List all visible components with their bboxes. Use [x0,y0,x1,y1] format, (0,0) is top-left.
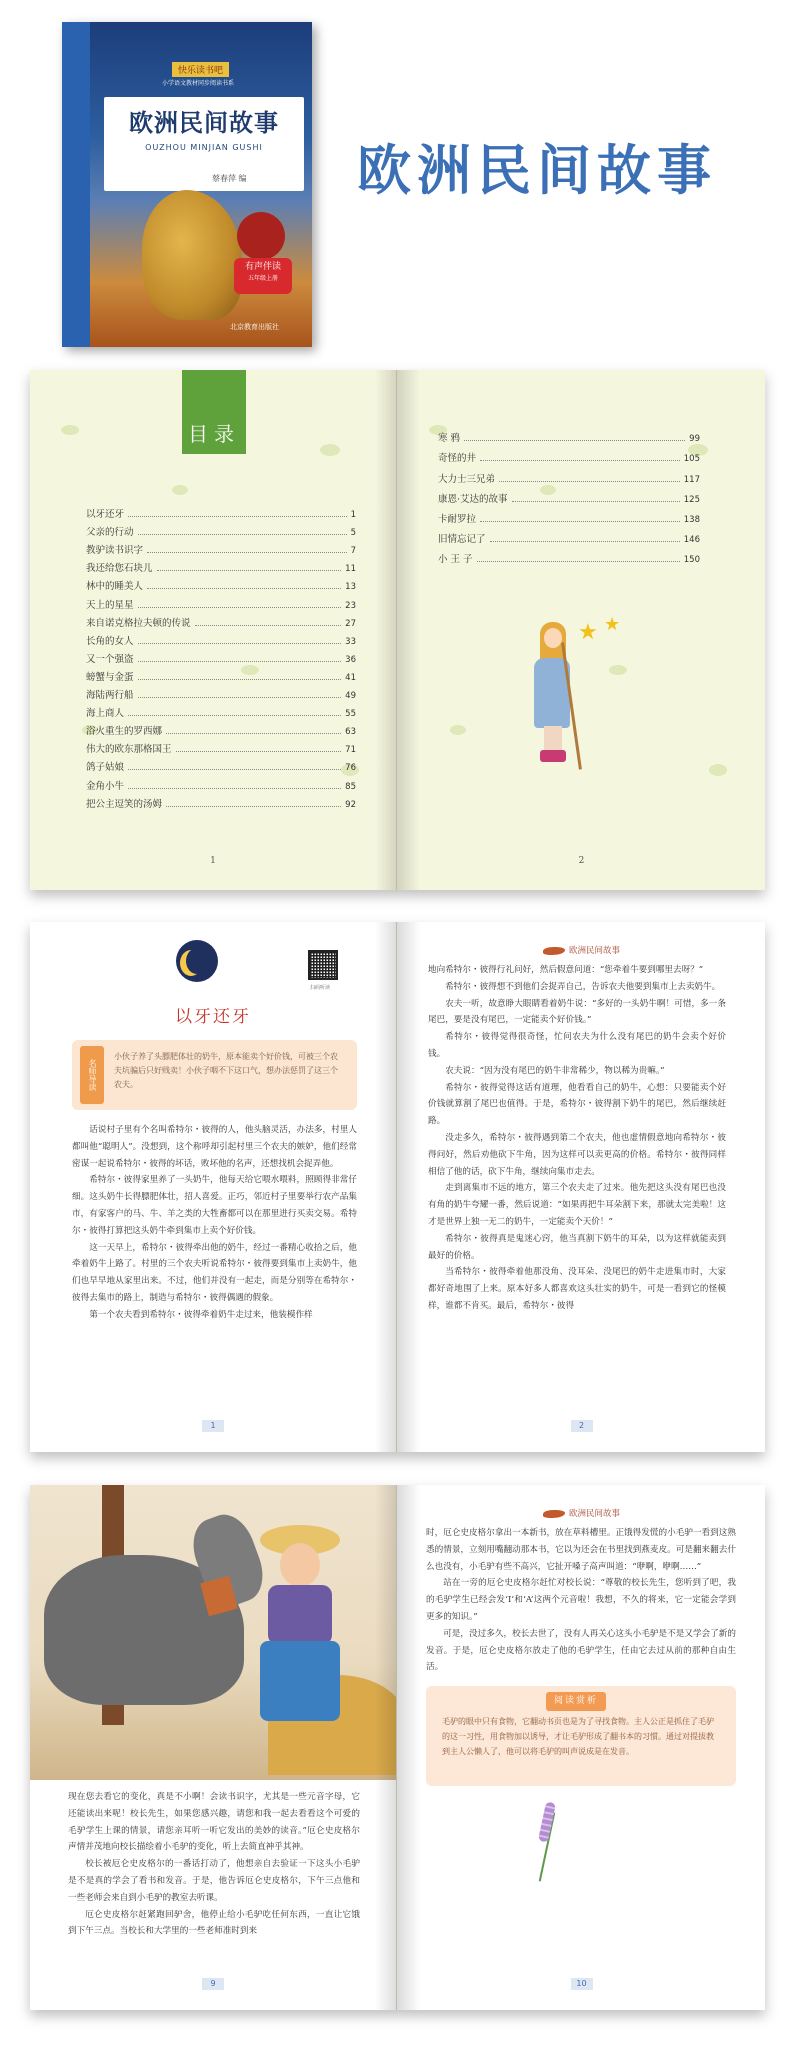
toc-entry-title: 伟大的欧东那格国王 [86,744,172,756]
paragraph: 时，厄仑史皮格尔拿出一本新书，放在草料槽里。正饿得发慌的小毛驴一看到这熟悉的情景，立刻用嘴翻动那本书，它以为还会在书里找到燕麦皮。可是翻来翻去什么也没有，小毛驴有些不高兴，它扯开嗓子高声叫道：“咿啊，咿啊……” [426,1528,736,1572]
toc-entry[interactable] [86,665,356,683]
toc-right-page [398,370,765,890]
toc-entry-title: 金角小牛 [86,780,125,792]
star-icon: ★ [604,614,621,635]
toc-leader-dots [166,733,341,734]
swallow-icon [543,947,565,955]
cover-series-badge: 快乐读书吧 [172,62,229,77]
toc-entry-title: 小 王 子 [438,554,473,566]
toc-leader-dots [195,625,342,626]
audio-sublabel: 五年级上册 [247,275,278,282]
donkey-body-left [68,1789,360,1940]
qr-code[interactable] [308,950,338,980]
toc-leader-dots [128,769,341,770]
toc-entry-page: 13 [345,582,356,593]
toc-entry[interactable] [86,502,356,520]
toc-entry-page: 71 [345,745,356,756]
toc-entry[interactable] [86,520,356,538]
running-header-text: 欧洲民间故事 [568,1509,620,1519]
moon-icon [176,940,218,982]
reading-analysis-tag: 阅读赏析 [546,1692,606,1711]
paragraph: 厄仑史皮格尔赶紧跑回驴舍，他停止给小毛驴吃任何东西，一直让它饿到下午三点。当校长和大学里的一些老师准时到来 [68,1909,360,1937]
toc-entry-page: 7 [350,546,356,557]
toc-entry[interactable] [86,683,356,701]
toc-entry-page: 36 [345,654,356,665]
toc-leader-dots [477,561,680,562]
audio-label: 有声伴读 [244,262,281,272]
toc-entry-page: 63 [345,727,356,738]
cover-spine [62,22,90,347]
toc-leader-dots [499,481,680,482]
toc-entry-title: 父亲的行动 [86,527,134,539]
donkey-spread [30,1485,765,2010]
toc-entry-title: 天上的星星 [86,599,134,611]
toc-entry-page: 99 [689,434,700,445]
toc-entry-page: 117 [683,474,700,485]
toc-entry[interactable] [86,611,356,629]
donkey-body-right [426,1525,736,1676]
qr-label: 扫码听读 [310,985,331,991]
toc-entry[interactable] [86,737,356,755]
running-header [398,1507,765,1519]
toc-entry-title: 奇怪的井 [438,453,477,465]
toc-entry-page: 5 [350,528,356,539]
toc-entry-page: 33 [345,636,356,647]
page-number: 1 [202,1420,224,1432]
cover-pinyin: OUZHOU MINJIAN GUSHI [145,143,263,152]
hero-title: 欧洲民间故事 [357,139,717,202]
toc-entry-page: 105 [683,454,700,465]
toc-entry[interactable] [86,755,356,773]
toc-entry[interactable] [86,592,356,610]
toc-entry-title: 我还给您石块儿 [86,563,153,575]
toc-right-list [438,424,700,565]
running-header-text: 欧洲民间故事 [568,946,620,956]
paragraph: 第一个农夫看到希特尔・彼得牵着奶牛走过来，他装模作样 [89,1309,313,1320]
lavender-illustration [528,1802,568,1882]
toc-entry[interactable] [438,525,700,545]
toc-entry-page: 55 [345,709,356,720]
page-number: 10 [571,1978,593,1990]
paragraph: 可是，没过多久，校长去世了，没有人再关心这头小毛驴是不是又学会了新的发音。于是，厄仑史皮格尔放走了他的毛驴学生，任由它去过从前的那种自由生活。 [426,1628,736,1673]
hero-section [0,0,790,360]
paragraph: 地向希特尔・彼得行礼问好，然后假意问道：“您牵着牛要到哪里去呀？” [428,965,704,975]
toc-entry-title: 卡耐罗拉 [438,513,477,525]
paragraph: 走到离集市不远的地方，第三个农夫走了过来。他先把这头没有尾巴也没有角的奶牛夸耀一番，然后说道：“如果再把牛耳朵割下来，那就太完美啦！这才是世界上独一无二的奶牛，一定能卖个天价！” [428,1183,726,1227]
toc-entry[interactable] [438,505,700,525]
toc-leader-dots [138,534,347,535]
toc-leader-dots [147,552,347,553]
page-number: 2 [571,1420,593,1432]
toc-entry-title: 教驴读书识字 [86,545,144,557]
story-right-page [398,922,765,1452]
cover-series-subtitle: 小学语文教材同步阅读书系 [162,80,235,87]
toc-leader-dots [128,788,341,789]
toc-entry-title: 浴火重生的罗西娜 [86,726,163,738]
toc-leader-dots [176,751,342,752]
toc-entry-page: 49 [345,691,356,702]
toc-entry-title: 螃蟹与金蛋 [86,671,134,683]
toc-entry[interactable] [86,647,356,665]
story-spread [30,922,765,1452]
toc-entry-title: 旧情忘记了 [438,534,486,546]
toc-entry-title: 海上商人 [86,708,125,720]
reading-analysis-box [426,1686,736,1786]
paragraph: 希特尔・彼得家里养了一头奶牛，他每天给它喂水喂料，照顾得非常仔细。这头奶牛长得膘肥体壮，招人喜爱。正巧，邻近村子里要举行农产品集市，有家客户的马、牛、羊之类的大牲畜都可以在那里进行买卖交易。希特尔・彼得打算把这头奶牛牵到集市上卖个好价钱。 [72,1175,357,1236]
paragraph: 现在您去看它的变化，真是不小啊！会读书识字，尤其是一些元音字母，它还能读出来呢！校长先生，如果您感兴趣，请您和我一起去看看这个可爱的毛驴学生上课的情景，请您亲耳听一听它发出的美妙的读音。”厄仑史皮格尔声情并茂地向校长描绘着小毛驴的变化，听上去简直神乎其神。 [68,1792,360,1853]
toc-leader-dots [147,588,341,589]
toc-spread [30,370,765,890]
story-body-left [72,1122,357,1324]
paragraph: 希特尔・彼得觉得很奇怪，忙问农夫为什么没有尾巴的奶牛会卖个好价钱。 [428,1032,726,1059]
page-number: 9 [202,1978,224,1990]
paragraph: 希特尔・彼得觉得这话有道理，他看看自己的奶牛，心想：只要能卖个好价钱就算割了尾巴也值得。于是，希特尔・彼得割下奶牛的尾巴，然后继续赶路。 [428,1082,726,1127]
toc-leader-dots [166,806,341,807]
cover-title-panel [104,97,304,191]
toc-left-list [86,502,356,810]
toc-entry[interactable] [86,719,356,737]
cover-title: 欧洲民间故事 [129,108,279,137]
toc-entry[interactable] [86,773,356,791]
toc-entry[interactable] [438,464,700,484]
horse-illustration [142,190,242,320]
toc-leader-dots [128,715,341,716]
story-title: 以牙还牙 [175,1007,251,1027]
toc-entry-title: 以牙还牙 [86,509,125,521]
paragraph: 当希特尔・彼得牵着他那没角、没耳朵、没尾巴的奶牛走进集市时，大家都好奇地围了上来。原本好多人都喜欢这头壮实的奶牛，可是一看到它的怪模样，谁都不肯买。最后，希特尔・彼得 [428,1267,726,1311]
toc-entry-title: 寒 鸦 [438,433,461,445]
toc-entry-title: 大力士三兄弟 [438,473,496,485]
toc-leader-dots [490,541,680,542]
boy-and-donkey-illustration [30,1485,397,1780]
toc-leader-dots [157,570,342,571]
toc-entry-title: 把公主逗笑的汤姆 [86,798,163,810]
toc-entry-title: 海陆两行船 [86,690,134,702]
page-number: 1 [210,856,216,866]
toc-entry[interactable] [86,792,356,810]
toc-leader-dots [464,440,685,441]
toc-entry-title: 林中的睡美人 [86,581,144,593]
girl-with-broom-illustration [526,622,580,772]
toc-heading: 目录 [182,370,246,454]
toc-leader-dots [138,661,342,662]
toc-entry[interactable] [438,444,700,464]
toc-entry[interactable] [86,701,356,719]
paragraph: 这一天早上，希特尔・彼得牵出他的奶牛，经过一番精心收拾之后，他牵着奶牛上路了。村里的三个农夫听说希特尔・彼得要到集市上卖奶牛，他们也早早地从家里出来。不过，他们并没有一起走，而是分别等在希特尔・彼得去集市的路上，制造与希特尔・彼得偶遇的假象。 [72,1242,357,1303]
paragraph: 农夫一听，故意睁大眼睛看着奶牛说：“多好的一头奶牛啊！可惜，多一条尾巴，要是没有尾巴，一定能卖个好价钱。” [428,998,726,1026]
toc-entry-page: 92 [345,799,356,810]
guide-box [72,1040,357,1110]
toc-entry-title: 来自诺克格拉夫顿的传说 [86,617,191,629]
toc-entry-page: 27 [345,618,356,629]
toc-entry[interactable] [86,629,356,647]
paragraph: 农夫说：“因为没有尾巴的奶牛非常稀少，物以稀为贵嘛。” [445,1065,665,1076]
boy-illustration [237,212,285,260]
book-cover-image [62,22,312,347]
toc-entry-page: 146 [683,535,700,546]
toc-entry-page: 76 [345,763,356,774]
paragraph: 希特尔・彼得真是鬼迷心窍，他当真割下奶牛的耳朵，以为这样就能卖到最好的价格。 [428,1233,726,1261]
toc-entry[interactable] [86,556,356,574]
toc-entry-title: 又一个强盗 [86,653,134,665]
toc-leader-dots [138,643,342,644]
paragraph: 没走多久，希特尔・彼得遇到第二个农夫，他也虚情假意地向希特尔・彼得问好，然后劝他砍下牛角，因为这样可以卖更高的价格。希特尔・彼得同样相信了他的话，砍下牛角，继续向集市走去。 [428,1132,726,1177]
toc-leader-dots [138,679,342,680]
toc-entry-page: 11 [345,564,356,575]
toc-leader-dots [512,501,680,502]
audio-companion-badge [234,258,292,294]
toc-entry-page: 41 [345,672,356,683]
paragraph: 希特尔・彼得想不到他们会捉弄自己，告诉农夫他要到集市上去卖奶牛。 [445,981,721,992]
page-number: 2 [578,856,585,866]
cover-publisher: 北京教育出版社 [230,323,279,331]
toc-entry[interactable] [438,545,700,565]
toc-leader-dots [138,607,342,608]
toc-leader-dots [128,516,347,517]
paragraph: 话说村子里有个名叫希特尔・彼得的人，他头脑灵活，办法多，村里人都叫他“聪明人”。没想到，这个称呼却引起村里三个农夫的嫉妒，他们经常密谋一起说希特尔・彼得的坏话，败坏他的名声，还想找机会捉弄他。 [72,1125,357,1169]
toc-entry-title: 康恩·艾达的故事 [438,493,508,505]
toc-leader-dots [138,697,342,698]
toc-entry-page: 23 [345,600,356,611]
toc-entry-page: 85 [345,781,356,792]
toc-entry[interactable] [86,574,356,592]
paragraph: 校长被厄仑史皮格尔的一番话打动了，他想亲自去验证一下这头小毛驴是不是真的学会了看书和发音。于是，他告诉厄仑史皮格尔，下午三点他和一些老师会来自到小毛驴的教室去听课。 [68,1859,360,1903]
toc-entry[interactable] [438,485,700,505]
cover-author: 蔡春萍 编 [212,174,247,183]
toc-left-page [30,370,397,890]
toc-entry-page: 1 [350,510,356,521]
swallow-icon [543,1510,565,1518]
star-icon: ★ [578,620,598,645]
paragraph: 站在一旁的厄仑史皮格尔赶忙对校长说：“尊敬的校长先生，您听到了吧，我的毛驴学生已经会发‘I’和‘A’这两个元音啦！我想，不久的将来，它一定能会学到更多的知识。” [426,1578,736,1622]
toc-entry-page: 150 [683,555,700,566]
toc-entry[interactable] [86,538,356,556]
story-left-page [30,922,397,1452]
donkey-left-page [30,1485,397,2010]
donkey-right-page [398,1485,765,2010]
guide-text: 小伙子养了头膘肥体壮的奶牛，原本能卖个好价钱，可被三个农夫坑骗后只好贱卖！小伙子咽不下这口气，想办法惩罚了这三个农夫。 [114,1052,338,1089]
toc-entry[interactable] [438,424,700,444]
reading-analysis-text: 毛驴的眼中只有食物，它翻动书页也是为了寻找食物。主人公正是抓住了毛驴的这一习性，用食物加以诱导，才让毛驴形成了翻书本的习惯。通过对提拔教到主人公懒人了，他可以将毛驴的叫声说成是在发音。 [442,1717,714,1756]
toc-entry-title: 鸽子姑娘 [86,762,125,774]
running-header [398,944,765,956]
toc-entry-page: 125 [683,494,700,505]
toc-entry-title: 长角的女人 [86,635,134,647]
story-body-right [428,962,726,1315]
toc-leader-dots [480,460,680,461]
toc-entry-page: 138 [683,514,700,525]
guide-tag: 名师导读 [80,1046,104,1104]
toc-leader-dots [480,521,680,522]
